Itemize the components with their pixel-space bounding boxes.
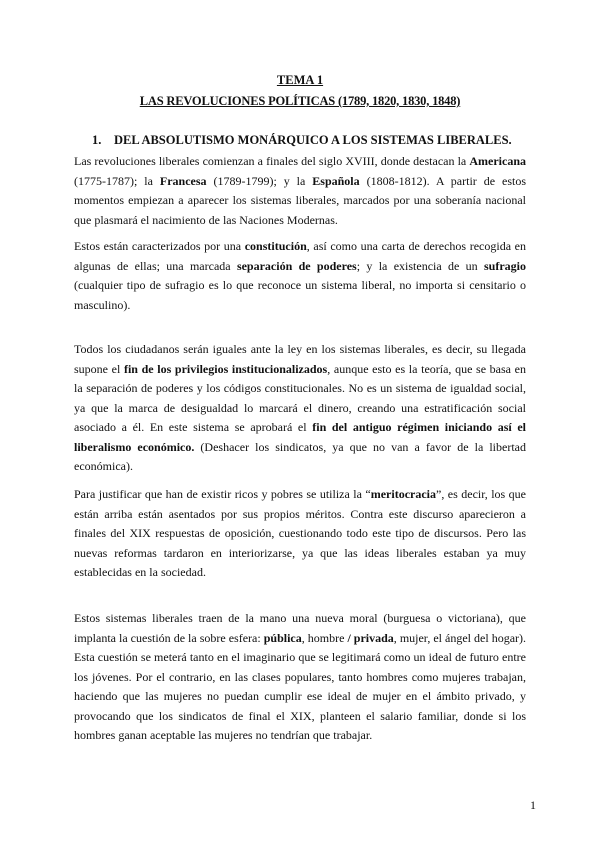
p5-text-3: , mujer, el ángel del hogar). Esta cuestión se meterá tanto en el imaginario que se legitimará como un ideal de futuro entre los jóvenes. Por el contrario, en las clases populares, tanto hombres como mujeres trabajan, haciendo que las mujeres no puedan cumplir ese ideal de mujer en el ámbito privado, y provocando que los sindicatos de final el XIX, planteen el salario familiar, donde si los hombres ganan aceptable las mujeres no tendrían que trabajar. [74,630,527,742]
paragraph-3 [74,340,526,477]
p1-bold-espanola: Española [312,173,360,188]
p3-text-2: , aunque esto es la teoría, que se basa en la separación de poderes y los códigos constitucionales. No es un sistema de igualdad social, ya que la marca de desigualdad lo marcará el dinero, creando una estratificación social asociado a él. En este sistema se aprobará el [74,361,526,434]
document-title: TEMA 1 [276,73,324,87]
section-title: DEL ABSOLUTISMO MONÁRQUICO A LOS SISTEMAS LIBERALES. [114,133,512,147]
section-number: 1. [92,133,102,147]
p5-bold-publica: pública [263,630,302,645]
p1-text-1: Las revoluciones liberales comienzan a finales del siglo XVIII, donde destacan la [74,154,470,168]
p2-text-1: Estos están caracterizados por una [74,239,245,253]
p3-text-3: (Deshacer los sindicatos, ya que no van a favor de la libertad económica). [74,439,527,473]
p2-bold-sufragio: sufragio [484,258,527,273]
p5-text-2: , hombre [301,630,348,645]
p3-bold-liberalismo: fin del antiguo régimen iniciando así el liberalismo económico. [74,420,527,454]
p3-bold-privilegios: fin de los privilegios institucionalizados [123,361,328,376]
p1-text-3: (1789-1799); y la [206,173,313,188]
p2-bold-constitucion: constitución [244,239,307,253]
p4-text-2: ”, es decir, los que están arriba están asentados por sus propios méritos. Contra este discurso aparecieron a finales del XIX respuestas de oposición, cuestionando todo este tipo de discursos. Pero las nuevas reformas tardaron en interiorizarse, ya que las ideas liberales estaban ya muy establecidas en la sociedad. [74,487,526,579]
paragraph-4 [74,485,526,583]
paragraph-5 [74,609,526,746]
p5-bold-privada: / privada [347,630,394,645]
document-subtitle: LAS REVOLUCIONES POLÍTICAS (1789, 1820, 1830, 1848) [139,94,461,108]
p2-bold-separacion: separación de poderes [236,258,357,273]
p2-text-3: ; y la existencia de un [356,258,485,273]
p5-text-1: Estos sistemas liberales traen de la mano una nueva moral (burguesa o victoriana), que implanta la cuestión de la sobre esfera: [74,611,526,645]
p4-text-1: Para justificar que han de existir ricos y pobres se utiliza la “ [74,487,371,501]
p2-text-2: , así como una carta de derechos recogida en algunas de ellas; una marcada [74,239,526,273]
p3-text-1: Todos los ciudadanos serán iguales ante la ley en los sistemas liberales, es decir, su llegada supone el [74,342,526,376]
page-number: 1 [530,798,536,812]
p1-text-2: (1775-1787); la [74,173,160,188]
p1-bold-americana: Americana [469,154,526,168]
p2-text-4: (cualquier tipo de sufragio es lo que reconoce un sistema liberal, no importa si censitario o masculino). [74,278,526,312]
p1-bold-francesa: Francesa [159,173,207,188]
p1-text-4: (1808-1812). A partir de estos momentos empiezan a aparecer los sistemas liberales, marcados por una soberanía nacional que plasmará el nacimiento de las Naciones Modernas. [74,173,526,227]
paragraph-1 [74,152,526,230]
paragraph-2 [74,237,526,315]
p4-bold-meritocracia: meritocracia [370,487,437,501]
section-heading [92,133,512,148]
